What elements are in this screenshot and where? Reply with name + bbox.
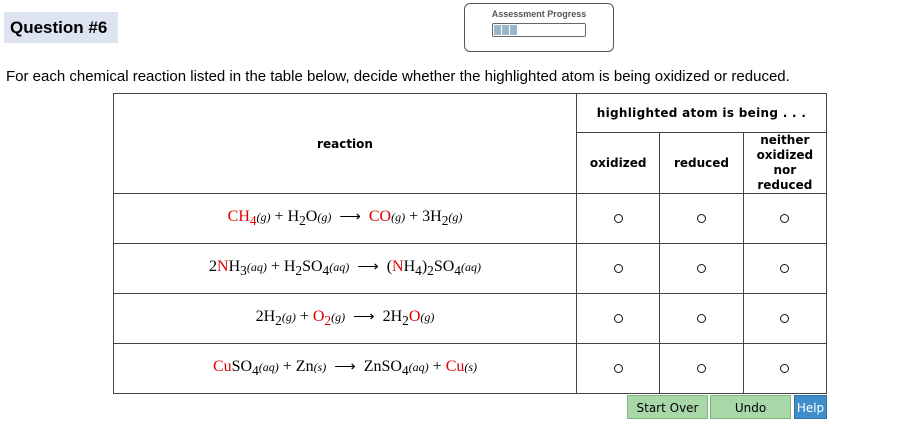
radio-button[interactable] xyxy=(697,214,706,223)
radio-button[interactable] xyxy=(614,364,623,373)
assessment-progress xyxy=(464,3,614,52)
table-row xyxy=(114,294,827,344)
radio-button[interactable] xyxy=(780,214,789,223)
option-reduced[interactable] xyxy=(660,344,743,394)
reaction-column-header: reaction xyxy=(114,94,577,194)
option-neither[interactable] xyxy=(743,344,826,394)
radio-button[interactable] xyxy=(697,364,706,373)
table-row xyxy=(114,194,827,244)
option-neither[interactable] xyxy=(743,244,826,294)
option-neither[interactable] xyxy=(743,194,826,244)
radio-button[interactable] xyxy=(614,314,623,323)
start-over-button[interactable]: Start Over xyxy=(627,395,708,419)
progress-fill xyxy=(494,25,517,35)
option-reduced[interactable] xyxy=(660,294,743,344)
question-title: Question #6 xyxy=(4,12,118,43)
reaction-table xyxy=(113,93,827,394)
radio-button[interactable] xyxy=(780,314,789,323)
radio-button[interactable] xyxy=(780,264,789,273)
col-header-oxidized: oxidized xyxy=(577,133,660,194)
radio-button[interactable] xyxy=(614,264,623,273)
option-oxidized[interactable] xyxy=(577,344,660,394)
option-oxidized[interactable] xyxy=(577,194,660,244)
option-oxidized[interactable] xyxy=(577,244,660,294)
table-row xyxy=(114,344,827,394)
radio-button[interactable] xyxy=(780,364,789,373)
instructions: For each chemical reaction listed in the table below, decide whether the highlighted atom is being oxidized or reduced. xyxy=(6,68,790,85)
reaction-equation: $CH_4(g) + H_2O(g)$ ⟶ $CO(g) + 3H_2(g)$ xyxy=(114,194,577,244)
option-reduced[interactable] xyxy=(660,194,743,244)
radio-button[interactable] xyxy=(614,214,623,223)
option-reduced[interactable] xyxy=(660,244,743,294)
progress-segment xyxy=(502,25,509,35)
progress-segment xyxy=(510,25,517,35)
radio-button[interactable] xyxy=(697,314,706,323)
table-row xyxy=(114,244,827,294)
group-header: highlighted atom is being . . . xyxy=(577,94,827,133)
progress-bar xyxy=(492,23,586,37)
undo-button[interactable]: Undo xyxy=(710,395,791,419)
radio-button[interactable] xyxy=(697,264,706,273)
reaction-equation: $2H_2(g) + O_2(g)$ ⟶ $2H_2O(g)$ xyxy=(114,294,577,344)
reaction-equation: $2NH_3(aq) + H_2SO_4(aq)$ ⟶ $(NH_4)_2SO_4(aq)$ xyxy=(114,244,577,294)
progress-segment xyxy=(494,25,501,35)
help-button[interactable]: Help xyxy=(794,395,827,419)
option-oxidized[interactable] xyxy=(577,294,660,344)
col-header-neither: neither oxidized nor reduced xyxy=(743,133,826,194)
col-header-reduced: reduced xyxy=(660,133,743,194)
option-neither[interactable] xyxy=(743,294,826,344)
reaction-equation: CuSO$_4$(aq) + Zn(s) ⟶ ZnSO$_4$(aq) + Cu(s) xyxy=(114,344,577,394)
progress-label: Assessment Progress xyxy=(491,9,587,19)
